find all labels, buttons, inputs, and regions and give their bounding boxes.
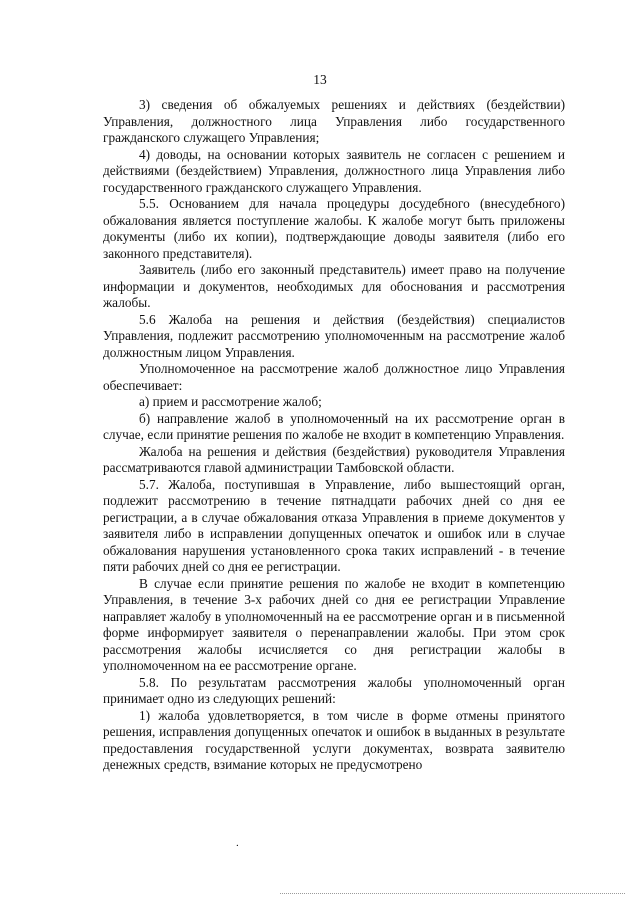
scan-edge-line: [280, 893, 625, 894]
page-number: 13: [313, 72, 327, 87]
paragraph: Уполномоченное на рассмотрение жалоб должностное лицо Управления обеспечивает:: [103, 361, 565, 393]
paragraph: 3) сведения об обжалуемых решениях и действиях (бездействии) Управления, должностного лица Управления либо государственного гражданского служащего Управления;: [103, 97, 565, 145]
paragraph: 5.6 Жалоба на решения и действия (бездействия) специалистов Управления, подлежит рассмотрению уполномоченным на рассмотрение жалоб должностным лицом Управления.: [103, 311, 565, 360]
document-body: [103, 97, 565, 774]
paragraph: Жалоба на решения и действия (бездействия) руководителя Управления рассматриваются главой администрации Тамбовской области.: [103, 443, 565, 475]
paragraph: а) прием и рассмотрение жалоб;: [139, 394, 322, 409]
paragraph: 4) доводы, на основании которых заявитель не согласен с решением и действиями (бездействием) Управления, должностного лица Управления либо государственного гражданского служащего Управления.: [103, 146, 565, 195]
scan-mark: .: [236, 837, 239, 849]
paragraph: б) направление жалоб в уполномоченный на их рассмотрение орган в случае, если принятие решения по жалобе не входит в компетенцию Управления.: [103, 410, 565, 442]
paragraph: Заявитель (либо его законный представитель) имеет право на получение информации и документов, необходимых для обоснования и рассмотрения жалобы.: [103, 262, 565, 310]
paragraph: 1) жалоба удовлетворяется, в том числе в форме отмены принятого решения, исправления допущенных опечаток и ошибок в выданных в результате предоставления государственной услуги документах, возврата заявителю денежных средств, взимание которых не предусмотрено: [103, 707, 565, 772]
paragraph: 5.5. Основанием для начала процедуры досудебного (внесудебного) обжалования является поступление жалобы. К жалобе могут быть приложены документы (либо их копии), подтверждающие доводы заявителя (либо его законного представителя).: [103, 196, 565, 261]
paragraph: 5.7. Жалоба, поступившая в Управление, либо вышестоящий орган, подлежит рассмотрению в течение пятнадцати рабочих дней со дня ее регистрации, а в случае обжалования отказа Управления в приеме документов у заявителя либо в исправлении допущенных опечаток и ошибок или в случае обжалования нарушения установленного срока таких исправлений - в течение пяти рабочих дней со дня ее регистрации.: [103, 476, 565, 574]
paragraph: В случае если принятие решения по жалобе не входит в компетенцию Управления, в течение 3-х рабочих дней со дня ее регистрации Управление направляет жалобу в уполномоченный на ее рассмотрение орган и в письменной форме информирует заявителя о перенаправлении жалобы. При этом срок рассмотрения жалобы исчисляется со дня регистрации жалобы в уполномоченном на ее рассмотрение органе.: [103, 575, 565, 673]
paragraph: 5.8. По результатам рассмотрения жалобы уполномоченный орган принимает одно из следующих решений:: [103, 674, 565, 706]
